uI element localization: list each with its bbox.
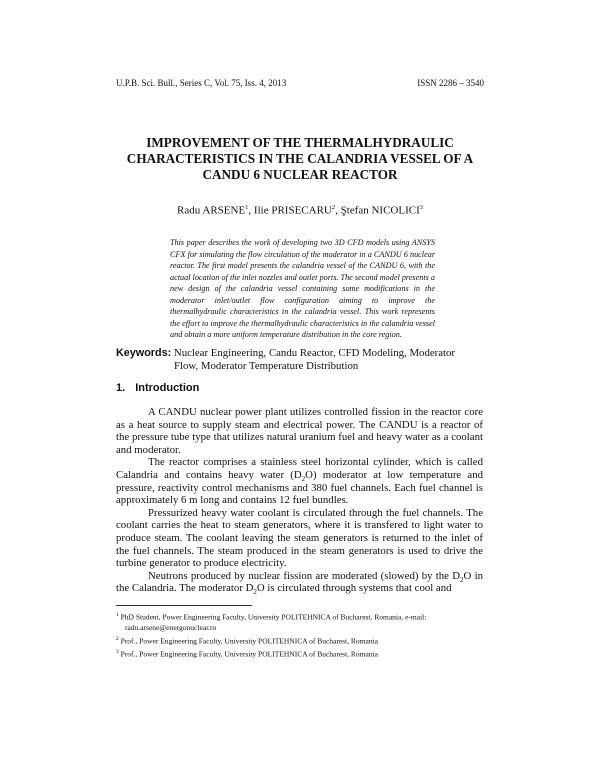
footnote: $^3$ Prof., Power Engineering Faculty, University POLITEHNICA of Bucharest, Romania (116, 648, 379, 658)
paragraph: Neutrons produced by nuclear fission are moderated (slowed) by the $D_2O$ in the Calandria. The moderator $D_2O$ is circulated through systems that cool and (116, 569, 483, 597)
author-name: Radu ARSENE (177, 204, 246, 217)
journal-citation: U.P.B. Sci. Bull., Series C, Vol. 75, Iss. 4, 2013 (116, 78, 287, 88)
title-line: IMPROVEMENT OF THE THERMALHYDRAULIC (146, 135, 454, 150)
author-mark: 3 (419, 204, 423, 211)
paragraph: Pressurized heavy water coolant is circulated through the fuel channels. The coolant carries the heat to steam generators, where it is transfered to light water to produce steam. The coolant leaving the steam generators is returned to the inlet of the fuel channels. The steam produced in the steam generators is used to drive the turbine generator to produce electricity. (116, 506, 483, 570)
body-text (116, 406, 483, 595)
title-line: CHARACTERISTICS IN THE CALANDRIA VESSEL OF A (126, 151, 474, 166)
footnote: $^1$ PhD Student, Power Engineering Faculty, University POLITEHNICA of Bucharest, Romania, e-mail: radu.arsene@energonuclear.ro (116, 612, 427, 632)
author-name: Ştefan NICOLICI (340, 204, 420, 217)
title-line: CANDU 6 NUCLEAR REACTOR (202, 167, 398, 182)
section-heading (116, 382, 209, 394)
section-title: Introduction (135, 382, 200, 394)
keywords-text: Nuclear Engineering, Candu Reactor, CFD Modeling, Moderator Flow, Moderator Temperature Distribution (173, 347, 456, 372)
footnote-divider (116, 605, 252, 606)
paragraph: The reactor comprises a stainless steel horizontal cylinder, which is called Calandria and contains heavy water $(D_2O)$ moderator at low temperature and pressure, reactivity control mechanisms and 380 fuel channels. Each fuel channel is approximately 6 m long and contains 12 fuel bundles. (116, 456, 484, 507)
keywords-label: Keywords: (116, 347, 172, 359)
author-name: Ilie PRISECARU (253, 204, 332, 217)
author-mark: 1 (245, 204, 249, 211)
author-mark: 2 (331, 204, 336, 211)
section-number: 1. (116, 382, 126, 394)
running-header (116, 78, 484, 88)
issn: ISSN 2286 – 3540 (417, 78, 484, 88)
footnotes (116, 610, 483, 660)
keywords (116, 347, 476, 373)
author-list: Radu ARSENE$^1$, Ilie PRISECARU$^2$, Ştefan NICOLICI$^3$ (177, 204, 423, 217)
abstract: This paper describes the work of developing two 3D CFD models using ANSYS CFX for simulating the flow circulation of the moderator in a CANDU 6 nuclear reactor. The first model presents the calandria vessel of the CANDU 6, with the actual location of the inlet nozzles and outlet ports. The second model presents a new design of the calandria vessel containing some modifications in the moderator inlet/outlet flow configuration aiming to improve the thermalhydraulic characteristics in the calandria vessel. This work represents the effort to improve the thermalhydraulic characteristics in the calandria vessel and obtain a more uniform temperature distribution in the core region. (170, 238, 435, 339)
paragraph: A CANDU nuclear power plant utilizes controlled fission in the reactor core as a heat source to supply steam and electrical power. The CANDU is a reactor of the pressure tube type that utilizes natural uranium fuel and heavy water as a coolant and moderator. (116, 406, 483, 456)
paper-title (110, 135, 490, 183)
footnote: $^2$ Prof., Power Engineering Faculty, University POLITEHNICA of Bucharest, Romania (116, 635, 379, 645)
